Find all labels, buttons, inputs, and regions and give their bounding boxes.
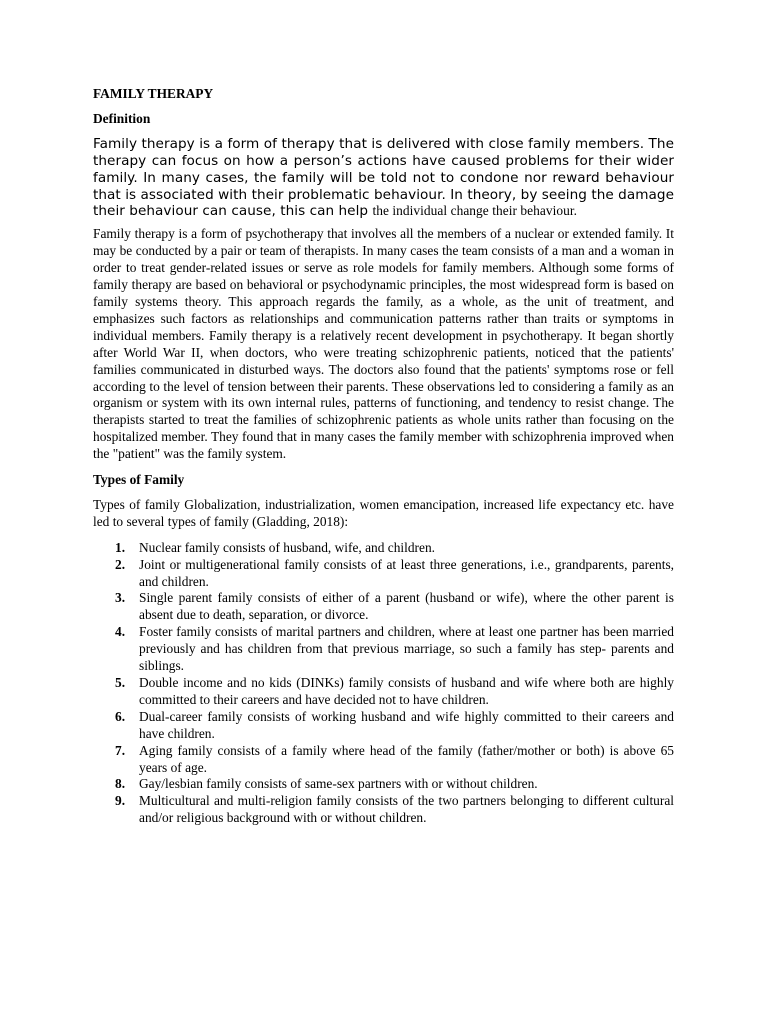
list-item-number: 2. — [115, 556, 126, 572]
list-item-text: Dual-career family consists of working husband and wife highly committed to their careers and have children. — [139, 708, 674, 741]
definition-paragraph-main: Family therapy is a form of therapy that is delivered with close family members. The therapy can focus on how a person’s actions have caused problems for their wider family. In many cases, the family will be told not to condone nor reward behaviour that is associated with their problematic behaviour. In theory, by seeing the damage their behaviour can cause, this can help — [93, 135, 674, 220]
list-item-text: Multicultural and multi-religion family consists of the two partners belonging to different cultural and/or religious background with or without children. — [139, 793, 674, 826]
document-page — [93, 86, 674, 827]
list-item — [93, 624, 674, 675]
list-item — [93, 776, 674, 793]
list-item-text: Single parent family consists of either of a parent (husband or wife), where the other parent is absent due to death, separation, or divorce. — [139, 590, 674, 623]
list-item — [93, 793, 674, 827]
list-item-number: 5. — [115, 675, 126, 690]
types-list — [93, 540, 674, 827]
list-item-number: 9. — [115, 793, 126, 809]
list-item-number: 6. — [115, 708, 126, 724]
definition-paragraph-tail: the individual change their behaviour. — [372, 203, 578, 219]
list-item-number: 1. — [115, 539, 126, 555]
psychotherapy-paragraph: Family therapy is a form of psychotherapy that involves all the members of a nuclear or extended family. It may be conducted by a pair or team of therapists. In many cases the team consists of a man and a woman in order to treat gender-related issues or serve as role models for family members. Although some forms of family therapy are based on behavioral or psychodynamic principles, the most widespread form is based on family systems theory. This approach regards the family, as a whole, as the unit of treatment, and emphasizes such factors as relationships and communication patterns rather than traits or symptoms in individual members. Family therapy is a relatively recent development in psychotherapy. It began shortly after World War II, when doctors, who were treating schizophrenic patients, noticed that the patients' families communicated in disturbed ways. The doctors also found that the patients' symptoms rose or fell according to the level of tension between their parents. These observations led to considering a family as an organism or system with its own internal rules, patterns of functioning, and tendency to resist change. The therapists started to treat the families of schizophrenic patients as whole units rather than focusing on the hospitalized member. They found that in many cases the family member with schizophrenia improved when the "patient" was the family system. — [93, 226, 674, 462]
list-item-text: Foster family consists of marital partners and children, where at least one partner has been married previously and has children from that previous marriage, so such a family has step- parents and siblings. — [139, 624, 674, 674]
types-heading: Types of Family — [93, 472, 185, 488]
list-item-number: 7. — [115, 742, 126, 758]
list-item — [93, 709, 674, 743]
list-item — [93, 540, 674, 557]
list-item — [93, 675, 674, 709]
list-item-number: 3. — [115, 590, 126, 606]
list-item-text: Joint or multigenerational family consists of at least three generations, i.e., grandparents, parents, and children. — [139, 556, 674, 589]
list-item-text: Aging family consists of a family where head of the family (father/mother or both) is above 65 years of age. — [139, 742, 674, 775]
list-item — [93, 743, 674, 777]
list-item-text: Double income and no kids (DINKs) family consists of husband and wife where both are highly committed to their careers and have decided not to have children. — [139, 675, 674, 707]
list-item-number: 4. — [115, 624, 126, 640]
document-title: FAMILY THERAPY — [93, 86, 214, 101]
list-item — [93, 557, 674, 591]
list-item-text: Nuclear family consists of husband, wife, and children. — [139, 539, 435, 555]
definition-paragraph — [93, 136, 674, 221]
definition-heading: Definition — [93, 110, 151, 126]
list-item-number: 8. — [115, 776, 126, 792]
list-item — [93, 590, 674, 624]
list-item-text: Gay/lesbian family consists of same-sex partners with or without children. — [139, 776, 538, 792]
types-intro: Types of family Globalization, industrialization, women emancipation, increased life expectancy etc. have led to several types of family (Gladding, 2018): — [93, 496, 674, 529]
